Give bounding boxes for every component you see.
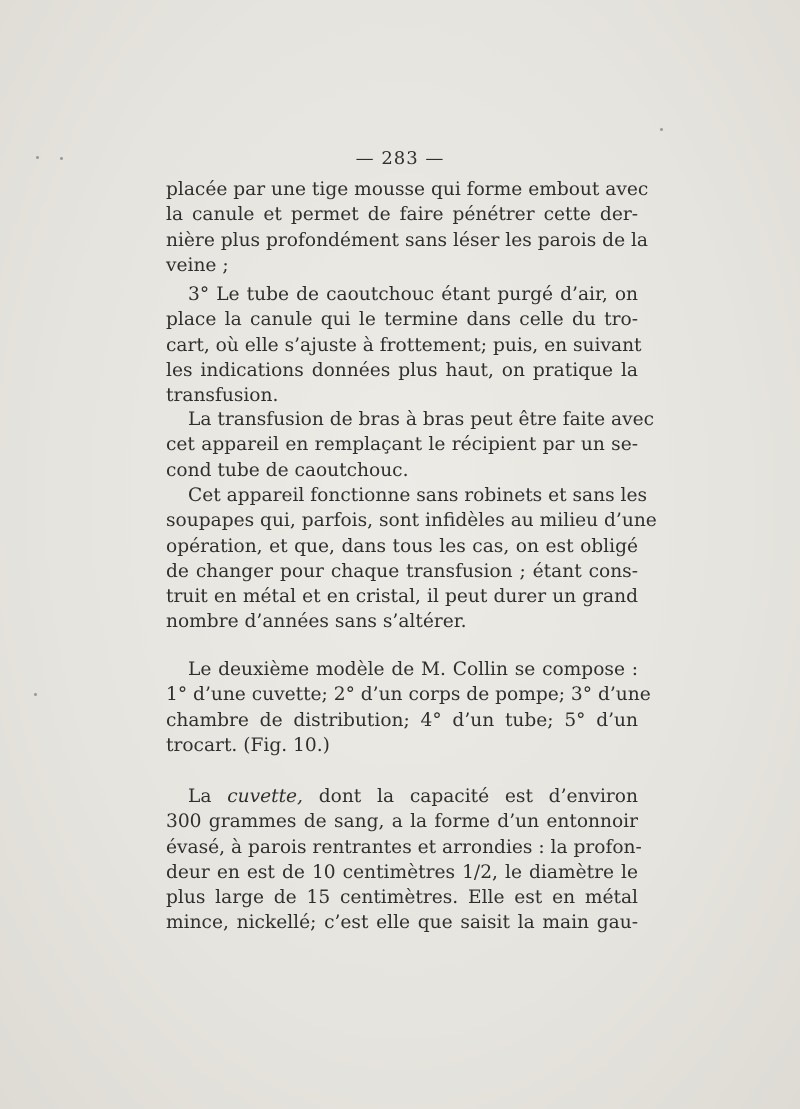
text-fragment: dont la capacité est d’environ [318, 786, 638, 807]
paragraph [166, 282, 642, 408]
paragraph [166, 177, 649, 278]
paper-speck [34, 693, 37, 696]
text-line: de changer pour chaque transfusion ; étant cons- [166, 560, 638, 582]
text-line: la canule et permet de faire pénétrer cette der- [166, 204, 638, 226]
text-line: truit en métal et en cristal, il peut durer un grand [166, 586, 638, 608]
text-line: cart, où elle s’ajuste à frottement; puis, en suivant [166, 334, 642, 356]
text-line: 1° d’une cuvette; 2° d’un corps de pompe; 3° d’une [166, 684, 651, 706]
text-line: transfusion. [166, 385, 279, 407]
text-line: 3° Le tube de caoutchouc étant purgé d’air, on [188, 284, 638, 305]
text-line: deur en est de 10 centimètres 1/2, le diamètre le [166, 861, 638, 883]
text-line [166, 784, 638, 809]
text-line: 300 grammes de sang, a la forme d’un entonnoir [166, 811, 638, 833]
text-line: veine ; [166, 254, 229, 276]
text-line: cet appareil en remplaçant le récipient par un se- [166, 434, 638, 456]
paper-speck [660, 128, 663, 131]
text-line: les indications données plus haut, on pratique la [166, 359, 638, 381]
text-line: nière plus profondément sans léser les parois de la [166, 229, 649, 251]
page-number: — 283 — [355, 148, 445, 169]
text-line: placée par une tige mousse qui forme embout avec [166, 179, 649, 200]
text-word: La [188, 786, 212, 807]
text-line: opération, et que, dans tous les cas, on est obligé [166, 535, 638, 557]
text-line: soupapes qui, parfois, sont infidèles au milieu d’une [166, 510, 657, 532]
text-line: mince, nickellé; c’est elle que saisit la main gau- [166, 912, 638, 934]
paragraph [166, 407, 655, 483]
paragraph [166, 784, 642, 936]
italic-term: cuvette, [227, 786, 303, 807]
paragraph [166, 657, 651, 758]
text-line: plus large de 15 centimètres. Elle est en métal [166, 887, 638, 909]
text-line: évasé, à parois rentrantes et arrondies : la profon- [166, 836, 642, 858]
paragraph [166, 483, 657, 635]
text-line: chambre de distribution; 4° d’un tube; 5° d’un [166, 709, 638, 731]
text-line: Le deuxième modèle de M. Collin se compose : [188, 659, 638, 680]
text-line: cond tube de caoutchouc. [166, 459, 409, 481]
text-line: place la canule qui le termine dans celle du tro- [166, 309, 638, 331]
text-line: La transfusion de bras à bras peut être faite avec [188, 409, 655, 430]
text-line: Cet appareil fonctionne sans robinets et sans les [188, 485, 648, 506]
text-line: nombre d’années sans s’altérer. [166, 611, 467, 633]
text-line: trocart. (Fig. 10.) [166, 734, 330, 756]
